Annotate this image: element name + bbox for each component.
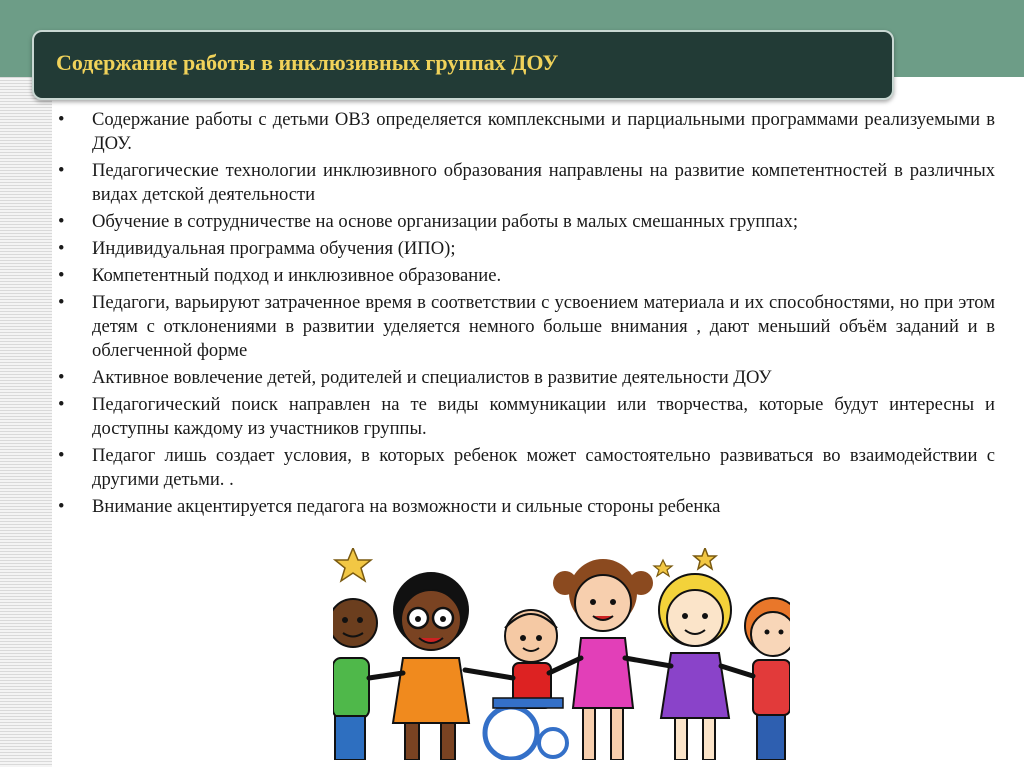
bullet-text: Обучение в сотрудничестве на основе организации работы в малых смешанных группах; [92,211,798,232]
bullet-item [58,291,995,363]
bullet-text: Педагог лишь создает условия, в которых ребенок может самостоятельно развиваться во взаимодействии с другими детьми. . [92,445,995,490]
slide-title: Содержание работы в инклюзивных группах ДОУ [56,50,559,75]
bullet-text: Педагогический поиск направлен на те виды коммуникации или творчества, которые будут интересны и доступны каждому из участников группы. [92,394,995,439]
bullet-item [58,237,995,261]
bullet-dot: • [58,445,65,466]
bullet-dot: • [58,496,65,517]
bullet-dot: • [58,367,65,388]
bullet-item [58,210,995,234]
bullet-dot: • [58,109,65,130]
bullet-item [58,444,995,492]
bullet-item [58,366,995,390]
star-icon [654,560,672,576]
bullet-text: Педагоги, варьируют затраченное время в соответствии с усвоением материала и их способностями, но при этом детям с отклонениями в развитии уделяется немного больше внимания , дают меньший объём заданий и в облегченной форме [92,292,995,361]
left-stripe-decoration [0,77,52,767]
bullet-dot: • [58,265,65,286]
bullet-list [58,108,995,522]
child-figure [745,598,790,760]
bullet-item [58,264,995,288]
bullet-item [58,108,995,156]
bullet-item [58,393,995,441]
bullet-text: Содержание работы с детьми ОВЗ определяется комплексными и парциальными программами реализуемыми в ДОУ. [92,109,995,154]
bullet-text: Педагогические технологии инклюзивного образования направлены на развитие компетентностей в различных видах детской деятельности [92,160,995,205]
bullet-dot: • [58,394,65,415]
child-figure [393,572,469,760]
child-figure [485,610,567,759]
bullet-item [58,159,995,207]
bullet-dot: • [58,211,65,232]
bullet-dot: • [58,292,65,313]
star-icon [694,548,716,569]
bullet-text: Внимание акцентируется педагога на возможности и сильные стороны ребенка [92,496,721,517]
bullet-text: Активное вовлечение детей, родителей и специалистов в развитие деятельности ДОУ [92,367,772,388]
bullet-text: Компетентный подход и инклюзивное образование. [92,265,502,286]
title-box [32,30,894,100]
bullet-dot: • [58,238,65,259]
children-illustration [333,548,790,760]
bullet-text: Индивидуальная программа обучения (ИПО); [92,238,456,259]
bullet-item [58,495,995,519]
bullet-dot: • [58,160,65,181]
star-icon [335,548,371,581]
children-holding-hands-illustration [333,548,790,760]
